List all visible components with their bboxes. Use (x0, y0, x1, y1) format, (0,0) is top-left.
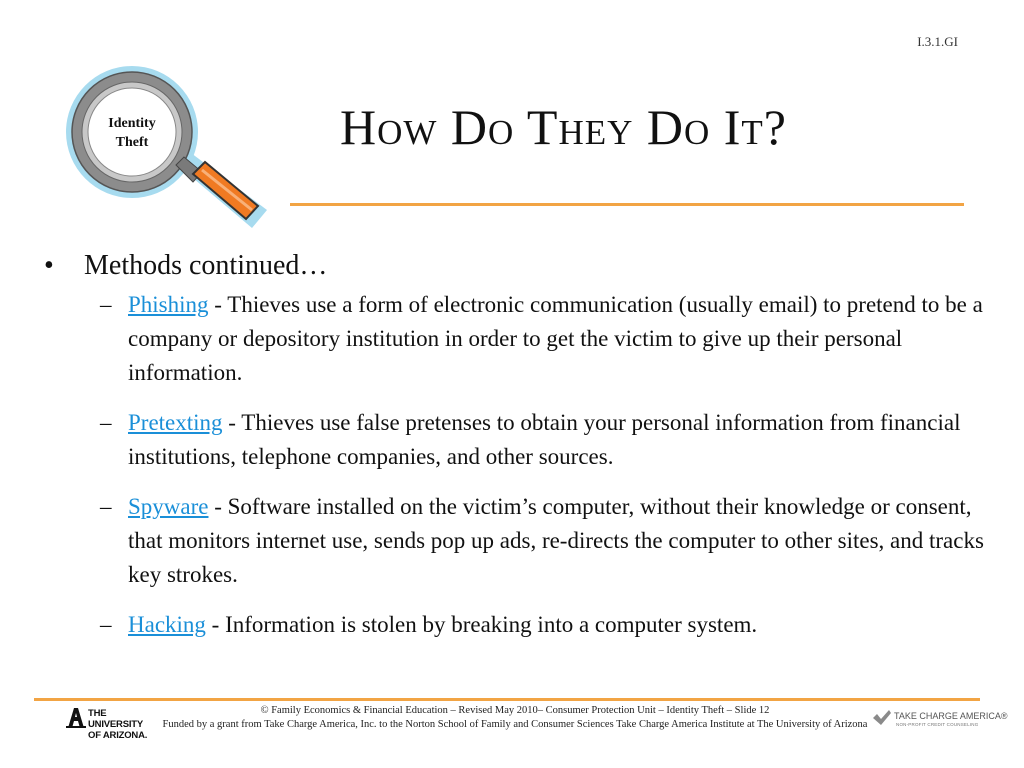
slide-content (44, 248, 994, 658)
dash-icon: – (100, 494, 112, 519)
term-link[interactable]: Spyware (128, 494, 209, 519)
method-list (44, 288, 994, 642)
method-item (44, 406, 994, 474)
term-link[interactable]: Hacking (128, 612, 206, 637)
footer-text (160, 704, 870, 732)
ua-logo-line1: THE UNIVERSITY (88, 708, 144, 730)
tca-name: TAKE CHARGE AMERICA® (894, 711, 1008, 721)
method-item (44, 288, 994, 390)
term-description: - Thieves use false pretenses to obtain your personal information from financial institutions, telephone companies, and other sources. (128, 410, 961, 469)
term-link[interactable]: Phishing (128, 292, 209, 317)
dash-icon: – (100, 612, 112, 637)
logo-text-line2: Theft (115, 135, 149, 150)
title-divider (290, 203, 964, 206)
slide-title: How Do They Do It? (340, 99, 787, 155)
university-logo (66, 706, 162, 741)
footer-line1: © Family Economics & Financial Education – Revised May 2010– Consumer Protection Unit – Identity Theft – Slide 12 (260, 705, 770, 716)
footer-divider (34, 698, 980, 701)
tca-check-icon (872, 708, 892, 728)
footer-line2: Funded by a grant from Take Charge America, Inc. to the Norton School of Family and Consumer Sciences Take Charge America Institute at The University of Arizona (162, 719, 868, 730)
term-description: - Software installed on the victim’s computer, without their knowledge or consent, that monitors internet use, sends pop up ads, re-directs the computer to other sites, and tracks key strokes. (128, 494, 984, 587)
take-charge-america-logo (872, 708, 1008, 732)
logo-text-line1: Identity (108, 116, 156, 131)
term-description: - Thieves use a form of electronic communication (usually email) to pretend to be a company or depository institution in order to get the victim to give up their personal information. (128, 292, 983, 385)
bullet-item (44, 248, 994, 284)
term-description: - Information is stolen by breaking into a computer system. (205, 612, 758, 637)
method-item (44, 490, 994, 592)
tca-tagline: NON-PROFIT CREDIT COUNSELING (896, 722, 979, 727)
slide-code: I.3.1.GI (917, 34, 958, 49)
dash-icon: – (100, 410, 112, 435)
magnifying-glass-icon (62, 62, 270, 234)
term-link[interactable]: Pretexting (128, 410, 223, 435)
arizona-a-icon (66, 706, 86, 730)
method-item (44, 608, 994, 642)
bullet-icon: • (44, 250, 54, 281)
bullet-text: Methods continued… (84, 250, 328, 281)
dash-icon: – (100, 292, 112, 317)
ua-logo-line2: OF ARIZONA. (88, 730, 148, 741)
